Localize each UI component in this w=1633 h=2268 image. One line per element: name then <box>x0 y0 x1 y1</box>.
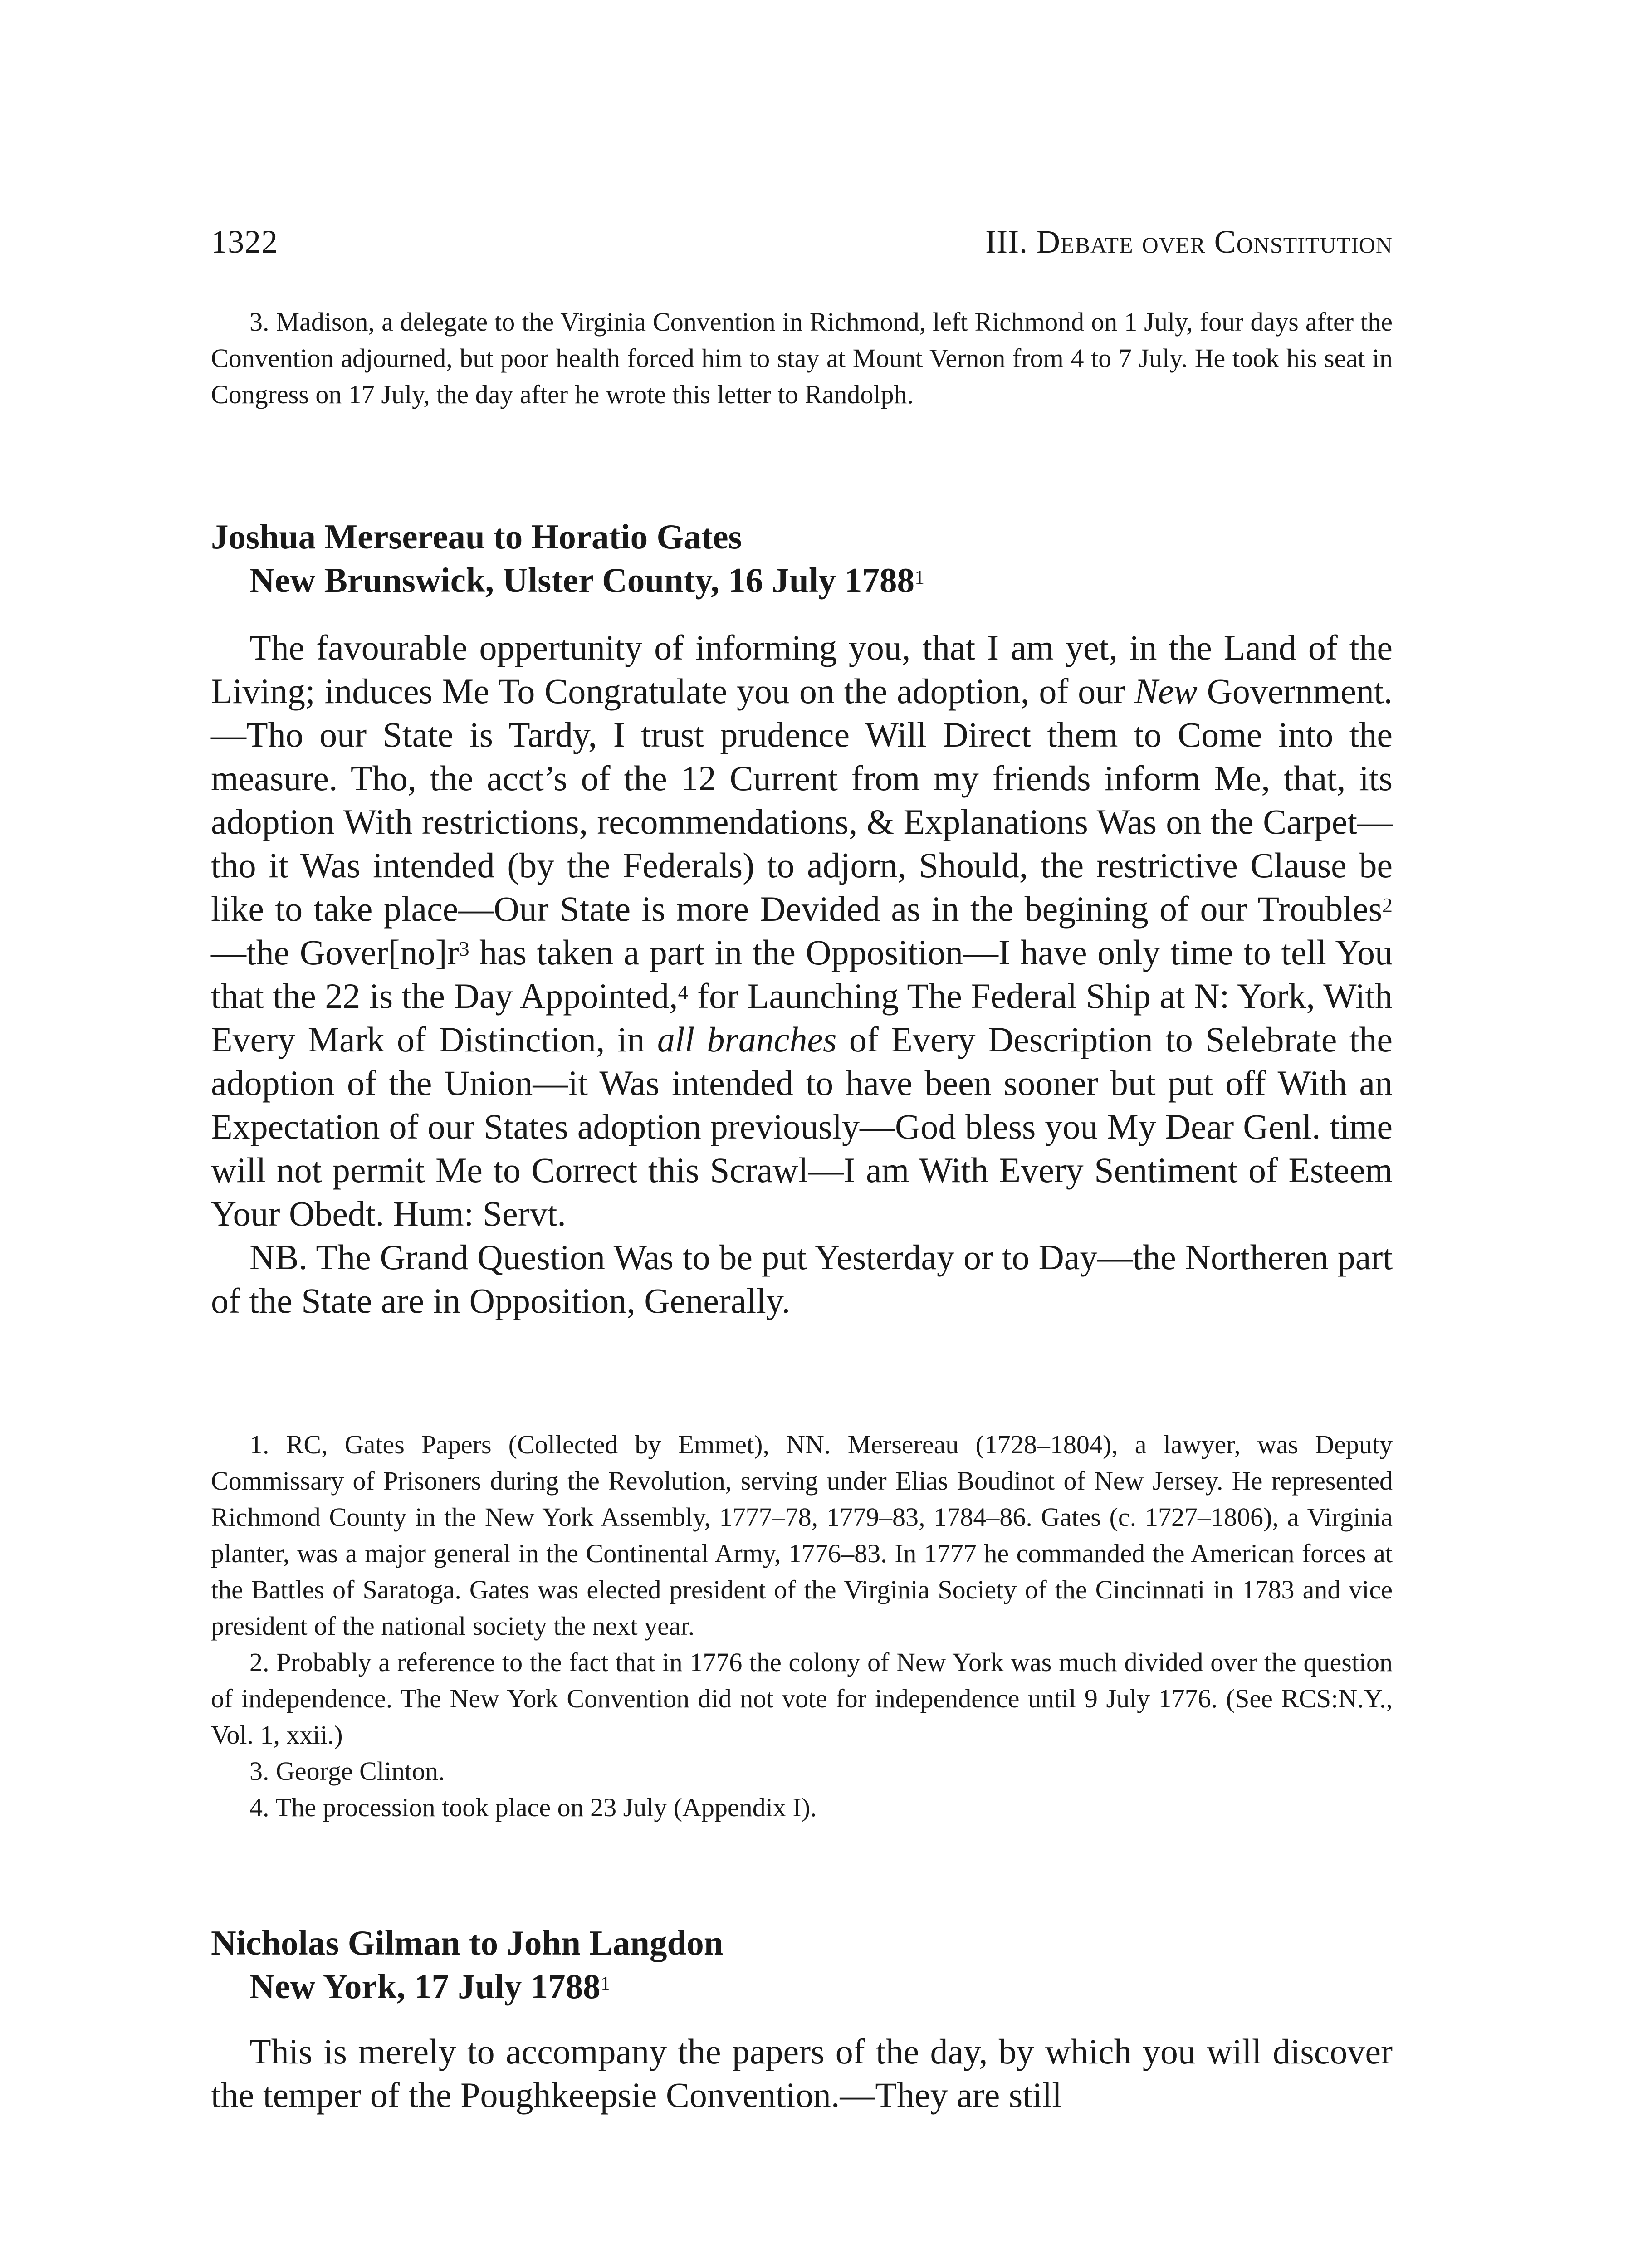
doc1-note-ref-4: 4 <box>678 981 689 1004</box>
section-title: III. Debate over Constitution <box>985 224 1393 260</box>
doc1-heading <box>211 515 1393 602</box>
doc1-heading-note-ref: 1 <box>914 566 924 588</box>
page <box>211 0 1393 2268</box>
doc1-p1-text-c: —the Gover[no]r <box>211 933 459 972</box>
top-note-text: 3. Madison, a delegate to the Virginia Convention in Richmond, left Richmond on 1 July, four days after the Convention adjourned, but poor health forced him to stay at Mount Vernon from 4 to 7 July. He took his seat in Congress on 17 July, the day after he wrote this letter to Randolph. <box>211 307 1393 409</box>
doc1-p1-text-d: has taken a part in the Opposition—I have only time to tell You that the 22 is the Day Appointed, <box>211 933 1393 1016</box>
doc1-heading-place-date <box>211 558 1393 602</box>
doc1-p1-text-f: of Every Description to Selebrate the adoption of the Union—it Was intended to have been sooner but put off With an Expectation of our States adoption previously—God bless you My Dear Genl. time will not permit Me to Correct this Scrawl—I am With Every Sentiment of Esteem Your Obedt. Hum: Servt. <box>211 1020 1393 1233</box>
top-note <box>211 304 1393 413</box>
doc1-note-ref-2: 2 <box>1382 894 1393 917</box>
doc1-footnote-3: 3. George Clinton. <box>249 1756 445 1786</box>
doc1-footnote-1: 1. RC, Gates Papers (Collected by Emmet), NN. Mersereau (1728–1804), a lawyer, was Deputy Commissary of Prisoners during the Revolution, serving under Elias Boudinot of New Jersey. He represented Richmond County in the New York Assembly, 1777–78, 1779–83, 1784–86. Gates (c. 1727–1806), a Virginia planter, was a major general in the Continental Army, 1776–83. In 1777 he commanded the American forces at the Battles of Saratoga. Gates was elected president of the Virginia Society of the Cincinnati in 1783 and vice president of the national society the next year. <box>211 1430 1393 1641</box>
doc1-p1-text-b: Government.—Tho our State is Tardy, I trust prudence Will Direct them to Come into the measure. Tho, the acct’s of the 12 Current from my friends inform Me, that, its adoption With restrictions, recommendations, & Explanations Was on the Carpet—tho it Was intended (by the Federals) to adjorn, Should, the restrictive Clause be like to take place—Our State is more Devided as in the begining of our Troubles <box>211 671 1393 929</box>
doc1-p1-italic-b: all branches <box>657 1020 837 1059</box>
doc1-note-ref-3: 3 <box>459 937 469 960</box>
doc2-heading-note-ref: 1 <box>600 1972 611 1994</box>
doc2-heading-place-date <box>211 1965 1393 2008</box>
doc2-letter-body <box>211 2030 1393 2117</box>
doc1-paragraph-1 <box>211 626 1393 1236</box>
doc1-p1-italic-a: New <box>1134 671 1198 711</box>
doc1-heading-title: Joshua Mersereau to Horatio Gates <box>211 517 742 556</box>
doc2-heading <box>211 1921 1393 2008</box>
page-number: 1322 <box>211 224 278 260</box>
doc1-footnotes <box>211 1427 1393 1826</box>
doc1-place-date-text: New Brunswick, Ulster County, 16 July 1788 <box>249 561 914 600</box>
doc1-letter-body <box>211 626 1393 1323</box>
doc1-footnote-4: 4. The procession took place on 23 July (Appendix I). <box>249 1793 817 1822</box>
doc1-p1-text-a: The favourable oppertunity of informing you, that I am yet, in the Land of the Living; induces Me To Congratulate you on the adoption, of our <box>211 628 1393 711</box>
doc1-paragraph-2: NB. The Grand Question Was to be put Yesterday or to Day—the Northeren part of the State are in Opposition, Generally. <box>211 1237 1393 1320</box>
doc2-heading-title: Nicholas Gilman to John Langdon <box>211 1923 724 1962</box>
doc1-footnote-2: 2. Probably a reference to the fact that in 1776 the colony of New York was much divided over the question of independence. The New York Convention did not vote for independence until 9 July 1776. (See RCS:N.Y., Vol. 1, xxii.) <box>211 1647 1393 1750</box>
doc1-p1-text-e: for Launching The Federal Ship at N: York, With Every Mark of Distinction, in <box>211 976 1393 1059</box>
doc2-place-date-text: New York, 17 July 1788 <box>249 1967 601 2006</box>
doc2-paragraph-1: This is merely to accompany the papers of the day, by which you will discover the temper of the Poughkeepsie Convention.—They are still <box>211 2032 1393 2115</box>
